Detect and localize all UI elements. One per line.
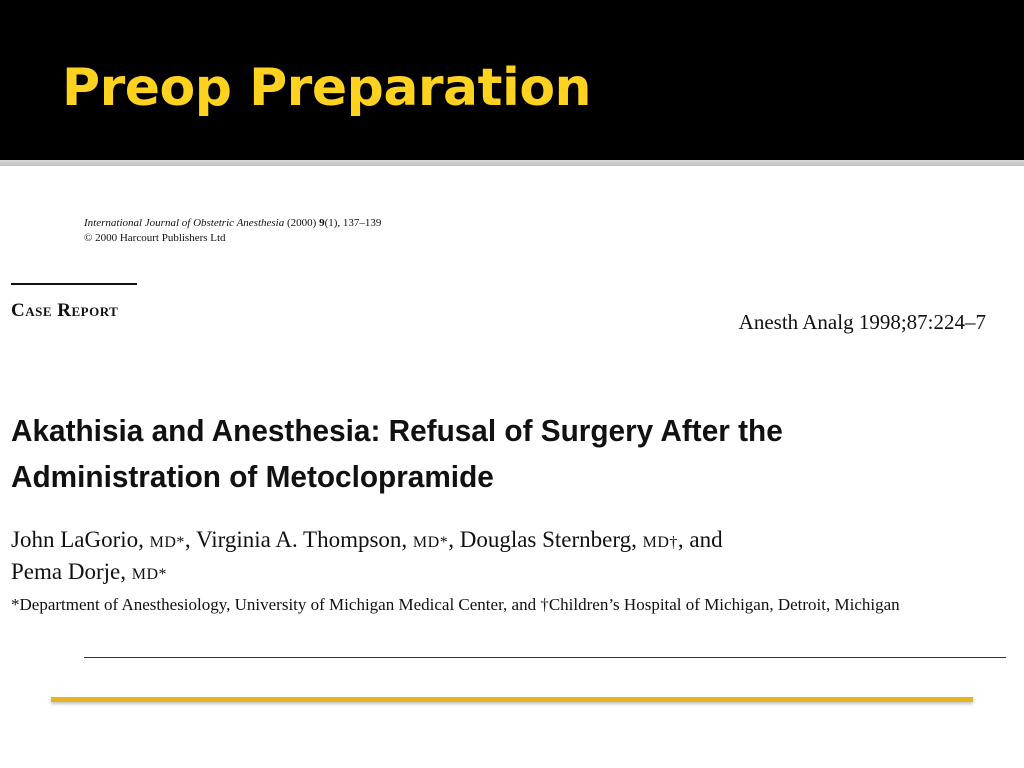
journal-copyright: © 2000 Harcourt Publishers Ltd [84,232,226,244]
author-degree: MD* [412,534,449,551]
citation: Anesth Analg 1998;87:224–7 [738,310,986,334]
document-divider [84,657,1006,658]
author-degree: MD† [642,534,678,551]
author-separator: , [448,527,460,552]
author-degree: MD* [149,534,185,551]
journal-volume: 9 [319,217,325,229]
journal-line [84,216,381,231]
accent-bar [51,697,973,702]
section-rule [11,283,137,285]
author-name: Pema Dorje, [11,559,132,584]
journal-pages: (1), 137–139 [324,217,382,229]
affiliation: *Department of Anesthesiology, University of Michigan Medical Center, and †Children’s Hospital of Michigan, Detroit, Michigan [11,595,900,614]
header-divider [0,160,1024,166]
journal-name: International Journal of Obstetric Anesthesia [84,217,285,229]
journal-reference [84,216,381,246]
journal-year: (2000) [284,217,320,229]
author-separator: , and [677,527,723,552]
author-list [11,525,911,589]
author-name: Virginia A. Thompson, [196,527,413,552]
author-name: Douglas Sternberg, [459,527,643,552]
author-degree: MD* [131,566,167,583]
author-separator: , [184,527,196,552]
slide-title: Preop Preparation [62,58,592,118]
section-label: Case Report [11,300,119,321]
author-name: John LaGorio, [11,527,150,552]
article-title: Akathisia and Anesthesia: Refusal of Surgery After the Administration of Metoclopramide [11,413,783,494]
title-bar [0,0,1024,160]
